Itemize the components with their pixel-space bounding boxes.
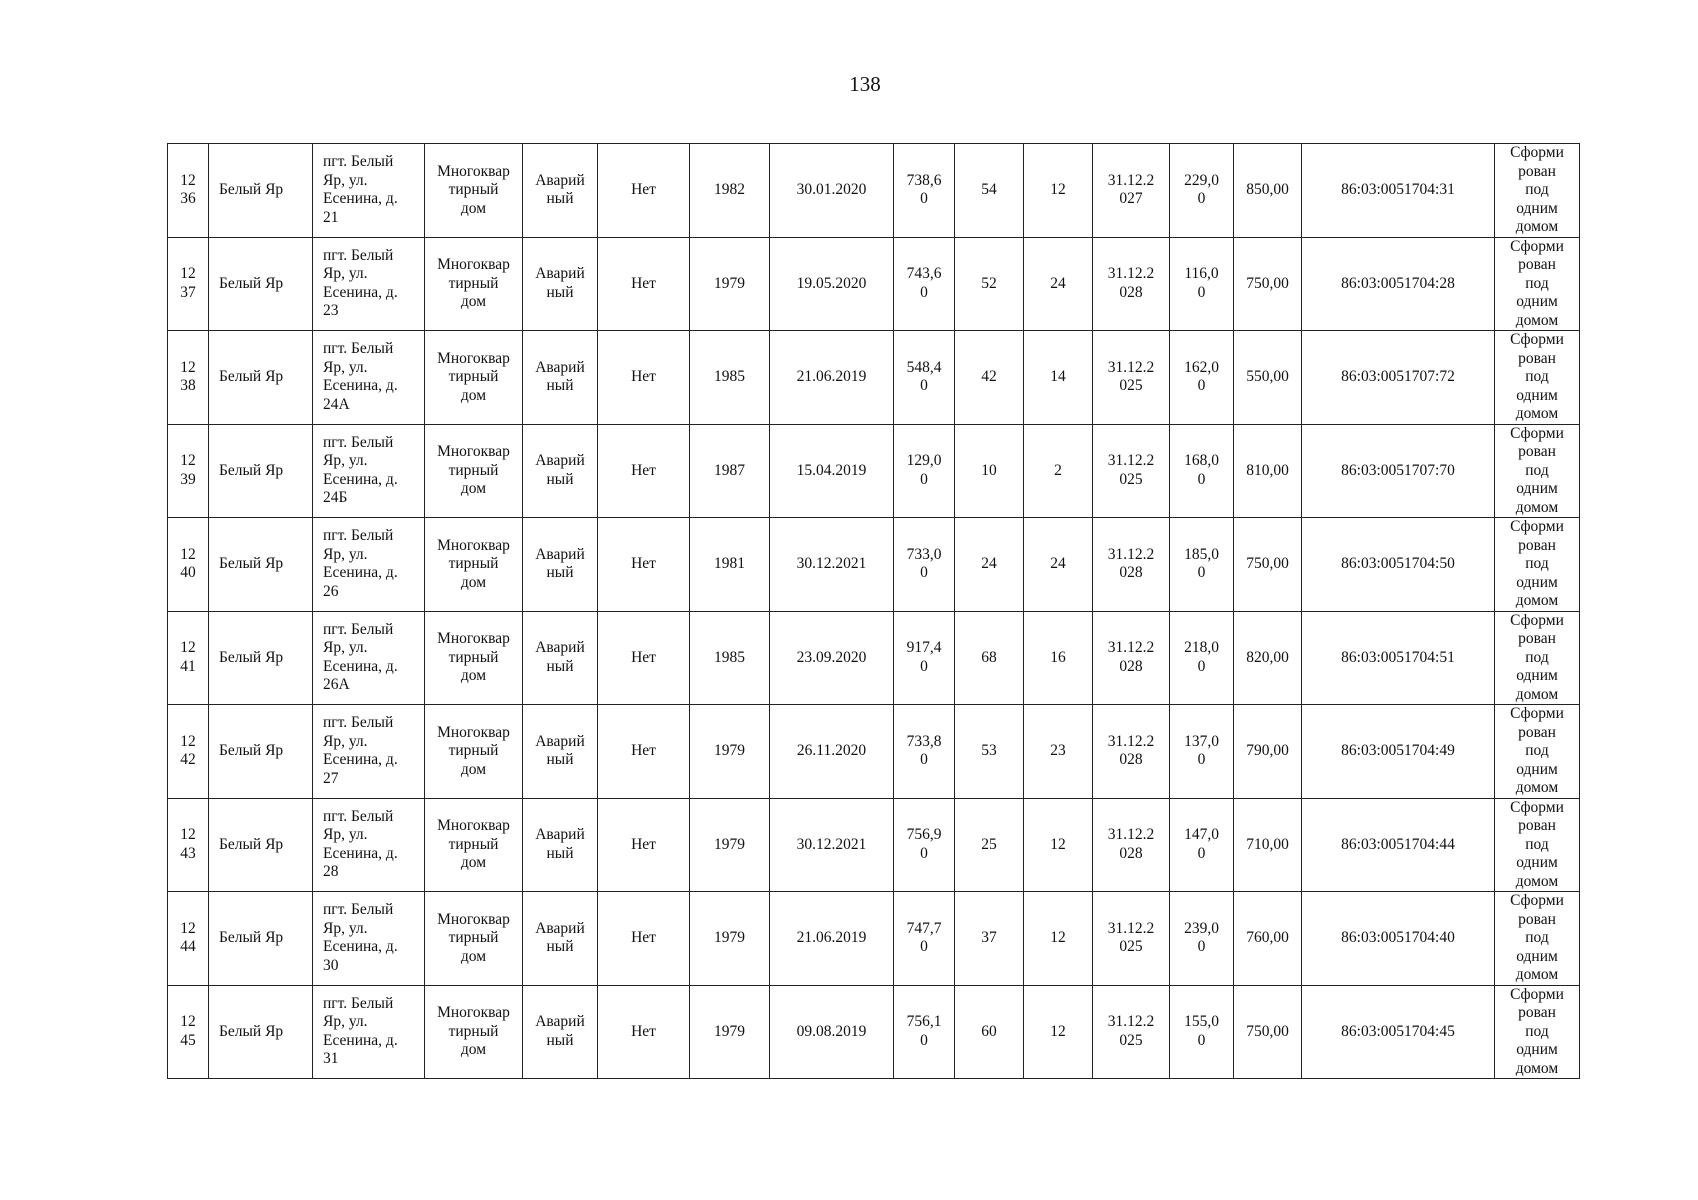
cost-cell: 750,00: [1234, 518, 1302, 612]
area-cell: 747,7 0: [894, 892, 955, 986]
premises-cell: 24: [1024, 237, 1093, 331]
area-cell: 756,1 0: [894, 985, 955, 1079]
premises-cell: 23: [1024, 705, 1093, 799]
year-built-cell: 1985: [690, 331, 770, 425]
table-row: [168, 798, 1580, 892]
row-number-cell: 12 43: [168, 798, 209, 892]
house-type-cell: Многоквар тирный дом: [425, 892, 523, 986]
premises-cell: 14: [1024, 331, 1093, 425]
table-row: [168, 611, 1580, 705]
settlement-cell: Белый Яр: [209, 424, 313, 518]
cadastral-number-cell: 86:03:0051704:51: [1302, 611, 1495, 705]
land-area-cell: 168,0 0: [1170, 424, 1234, 518]
flag-cell: Нет: [598, 144, 690, 238]
row-number-cell: 12 36: [168, 144, 209, 238]
condition-status-cell: Аварий ный: [523, 424, 598, 518]
cadastral-number-cell: 86:03:0051704:49: [1302, 705, 1495, 799]
address-cell: пгт. Белый Яр, ул. Есенина, д. 26: [313, 518, 425, 612]
residents-cell: 68: [955, 611, 1024, 705]
area-cell: 548,4 0: [894, 331, 955, 425]
year-built-cell: 1982: [690, 144, 770, 238]
cost-cell: 810,00: [1234, 424, 1302, 518]
settlement-cell: Белый Яр: [209, 985, 313, 1079]
recognition-date-cell: 09.08.2019: [770, 985, 894, 1079]
flag-cell: Нет: [598, 424, 690, 518]
land-status-cell: Сформи рован под одним домом: [1495, 892, 1580, 986]
land-status-cell: Сформи рован под одним домом: [1495, 985, 1580, 1079]
settlement-cell: Белый Яр: [209, 892, 313, 986]
year-built-cell: 1979: [690, 985, 770, 1079]
premises-cell: 12: [1024, 985, 1093, 1079]
area-cell: 917,4 0: [894, 611, 955, 705]
residents-cell: 24: [955, 518, 1024, 612]
year-built-cell: 1981: [690, 518, 770, 612]
residents-cell: 60: [955, 985, 1024, 1079]
deadline-cell: 31.12.2 028: [1093, 798, 1170, 892]
address-cell: пгт. Белый Яр, ул. Есенина, д. 23: [313, 237, 425, 331]
cost-cell: 820,00: [1234, 611, 1302, 705]
land-area-cell: 218,0 0: [1170, 611, 1234, 705]
row-number-cell: 12 41: [168, 611, 209, 705]
cost-cell: 790,00: [1234, 705, 1302, 799]
cadastral-number-cell: 86:03:0051707:70: [1302, 424, 1495, 518]
area-cell: 733,8 0: [894, 705, 955, 799]
cadastral-number-cell: 86:03:0051707:72: [1302, 331, 1495, 425]
recognition-date-cell: 19.05.2020: [770, 237, 894, 331]
flag-cell: Нет: [598, 798, 690, 892]
house-type-cell: Многоквар тирный дом: [425, 705, 523, 799]
settlement-cell: Белый Яр: [209, 144, 313, 238]
table-row: [168, 892, 1580, 986]
area-cell: 756,9 0: [894, 798, 955, 892]
house-type-cell: Многоквар тирный дом: [425, 611, 523, 705]
premises-cell: 12: [1024, 144, 1093, 238]
premises-cell: 12: [1024, 798, 1093, 892]
condition-status-cell: Аварий ный: [523, 705, 598, 799]
year-built-cell: 1979: [690, 798, 770, 892]
condition-status-cell: Аварий ный: [523, 611, 598, 705]
residents-cell: 10: [955, 424, 1024, 518]
land-status-cell: Сформи рован под одним домом: [1495, 144, 1580, 238]
cost-cell: 850,00: [1234, 144, 1302, 238]
house-type-cell: Многоквар тирный дом: [425, 424, 523, 518]
premises-cell: 12: [1024, 892, 1093, 986]
premises-cell: 2: [1024, 424, 1093, 518]
land-status-cell: Сформи рован под одним домом: [1495, 611, 1580, 705]
table-row: [168, 331, 1580, 425]
land-status-cell: Сформи рован под одним домом: [1495, 798, 1580, 892]
residents-cell: 54: [955, 144, 1024, 238]
table-row: [168, 518, 1580, 612]
cost-cell: 760,00: [1234, 892, 1302, 986]
table-row: [168, 705, 1580, 799]
house-type-cell: Многоквар тирный дом: [425, 985, 523, 1079]
deadline-cell: 31.12.2 028: [1093, 237, 1170, 331]
area-cell: 738,6 0: [894, 144, 955, 238]
land-area-cell: 116,0 0: [1170, 237, 1234, 331]
cost-cell: 550,00: [1234, 331, 1302, 425]
recognition-date-cell: 21.06.2019: [770, 331, 894, 425]
land-status-cell: Сформи рован под одним домом: [1495, 518, 1580, 612]
land-area-cell: 162,0 0: [1170, 331, 1234, 425]
deadline-cell: 31.12.2 027: [1093, 144, 1170, 238]
flag-cell: Нет: [598, 518, 690, 612]
condition-status-cell: Аварий ный: [523, 144, 598, 238]
deadline-cell: 31.12.2 028: [1093, 705, 1170, 799]
deadline-cell: 31.12.2 028: [1093, 611, 1170, 705]
flag-cell: Нет: [598, 237, 690, 331]
recognition-date-cell: 30.12.2021: [770, 798, 894, 892]
settlement-cell: Белый Яр: [209, 611, 313, 705]
address-cell: пгт. Белый Яр, ул. Есенина, д. 28: [313, 798, 425, 892]
deadline-cell: 31.12.2 025: [1093, 331, 1170, 425]
settlement-cell: Белый Яр: [209, 798, 313, 892]
condition-status-cell: Аварий ный: [523, 798, 598, 892]
land-status-cell: Сформи рован под одним домом: [1495, 705, 1580, 799]
page-number: 138: [849, 72, 881, 96]
year-built-cell: 1979: [690, 237, 770, 331]
condition-status-cell: Аварий ный: [523, 892, 598, 986]
land-status-cell: Сформи рован под одним домом: [1495, 237, 1580, 331]
land-area-cell: 229,0 0: [1170, 144, 1234, 238]
land-area-cell: 155,0 0: [1170, 985, 1234, 1079]
address-cell: пгт. Белый Яр, ул. Есенина, д. 24Б: [313, 424, 425, 518]
condition-status-cell: Аварий ный: [523, 331, 598, 425]
deadline-cell: 31.12.2 025: [1093, 892, 1170, 986]
address-cell: пгт. Белый Яр, ул. Есенина, д. 30: [313, 892, 425, 986]
flag-cell: Нет: [598, 892, 690, 986]
flag-cell: Нет: [598, 985, 690, 1079]
residents-cell: 53: [955, 705, 1024, 799]
cost-cell: 750,00: [1234, 237, 1302, 331]
year-built-cell: 1979: [690, 705, 770, 799]
area-cell: 733,0 0: [894, 518, 955, 612]
year-built-cell: 1987: [690, 424, 770, 518]
recognition-date-cell: 30.12.2021: [770, 518, 894, 612]
deadline-cell: 31.12.2 025: [1093, 424, 1170, 518]
table-row: [168, 144, 1580, 238]
deadline-cell: 31.12.2 025: [1093, 985, 1170, 1079]
land-area-cell: 137,0 0: [1170, 705, 1234, 799]
premises-cell: 24: [1024, 518, 1093, 612]
land-area-cell: 185,0 0: [1170, 518, 1234, 612]
address-cell: пгт. Белый Яр, ул. Есенина, д. 24А: [313, 331, 425, 425]
table-row: [168, 237, 1580, 331]
row-number-cell: 12 38: [168, 331, 209, 425]
cadastral-number-cell: 86:03:0051704:31: [1302, 144, 1495, 238]
address-cell: пгт. Белый Яр, ул. Есенина, д. 31: [313, 985, 425, 1079]
house-type-cell: Многоквар тирный дом: [425, 331, 523, 425]
house-type-cell: Многоквар тирный дом: [425, 144, 523, 238]
condition-status-cell: Аварий ный: [523, 237, 598, 331]
settlement-cell: Белый Яр: [209, 237, 313, 331]
cost-cell: 710,00: [1234, 798, 1302, 892]
land-area-cell: 147,0 0: [1170, 798, 1234, 892]
recognition-date-cell: 26.11.2020: [770, 705, 894, 799]
residents-cell: 42: [955, 331, 1024, 425]
address-cell: пгт. Белый Яр, ул. Есенина, д. 21: [313, 144, 425, 238]
cost-cell: 750,00: [1234, 985, 1302, 1079]
land-status-cell: Сформи рован под одним домом: [1495, 331, 1580, 425]
recognition-date-cell: 30.01.2020: [770, 144, 894, 238]
land-area-cell: 239,0 0: [1170, 892, 1234, 986]
table-body: [168, 144, 1580, 1079]
flag-cell: Нет: [598, 705, 690, 799]
cadastral-number-cell: 86:03:0051704:45: [1302, 985, 1495, 1079]
cadastral-number-cell: 86:03:0051704:50: [1302, 518, 1495, 612]
house-type-cell: Многоквар тирный дом: [425, 518, 523, 612]
area-cell: 743,6 0: [894, 237, 955, 331]
land-status-cell: Сформи рован под одним домом: [1495, 424, 1580, 518]
cadastral-number-cell: 86:03:0051704:28: [1302, 237, 1495, 331]
condition-status-cell: Аварий ный: [523, 518, 598, 612]
settlement-cell: Белый Яр: [209, 705, 313, 799]
row-number-cell: 12 42: [168, 705, 209, 799]
residents-cell: 52: [955, 237, 1024, 331]
flag-cell: Нет: [598, 611, 690, 705]
row-number-cell: 12 37: [168, 237, 209, 331]
row-number-cell: 12 39: [168, 424, 209, 518]
cadastral-number-cell: 86:03:0051704:40: [1302, 892, 1495, 986]
row-number-cell: 12 44: [168, 892, 209, 986]
row-number-cell: 12 45: [168, 985, 209, 1079]
settlement-cell: Белый Яр: [209, 518, 313, 612]
settlement-cell: Белый Яр: [209, 331, 313, 425]
residents-cell: 25: [955, 798, 1024, 892]
residents-cell: 37: [955, 892, 1024, 986]
table-row: [168, 424, 1580, 518]
house-type-cell: Многоквар тирный дом: [425, 237, 523, 331]
recognition-date-cell: 23.09.2020: [770, 611, 894, 705]
housing-registry-table: [167, 143, 1580, 1079]
premises-cell: 16: [1024, 611, 1093, 705]
flag-cell: Нет: [598, 331, 690, 425]
recognition-date-cell: 21.06.2019: [770, 892, 894, 986]
row-number-cell: 12 40: [168, 518, 209, 612]
address-cell: пгт. Белый Яр, ул. Есенина, д. 26А: [313, 611, 425, 705]
cadastral-number-cell: 86:03:0051704:44: [1302, 798, 1495, 892]
year-built-cell: 1985: [690, 611, 770, 705]
area-cell: 129,0 0: [894, 424, 955, 518]
table-row: [168, 985, 1580, 1079]
condition-status-cell: Аварий ный: [523, 985, 598, 1079]
deadline-cell: 31.12.2 028: [1093, 518, 1170, 612]
house-type-cell: Многоквар тирный дом: [425, 798, 523, 892]
address-cell: пгт. Белый Яр, ул. Есенина, д. 27: [313, 705, 425, 799]
recognition-date-cell: 15.04.2019: [770, 424, 894, 518]
year-built-cell: 1979: [690, 892, 770, 986]
